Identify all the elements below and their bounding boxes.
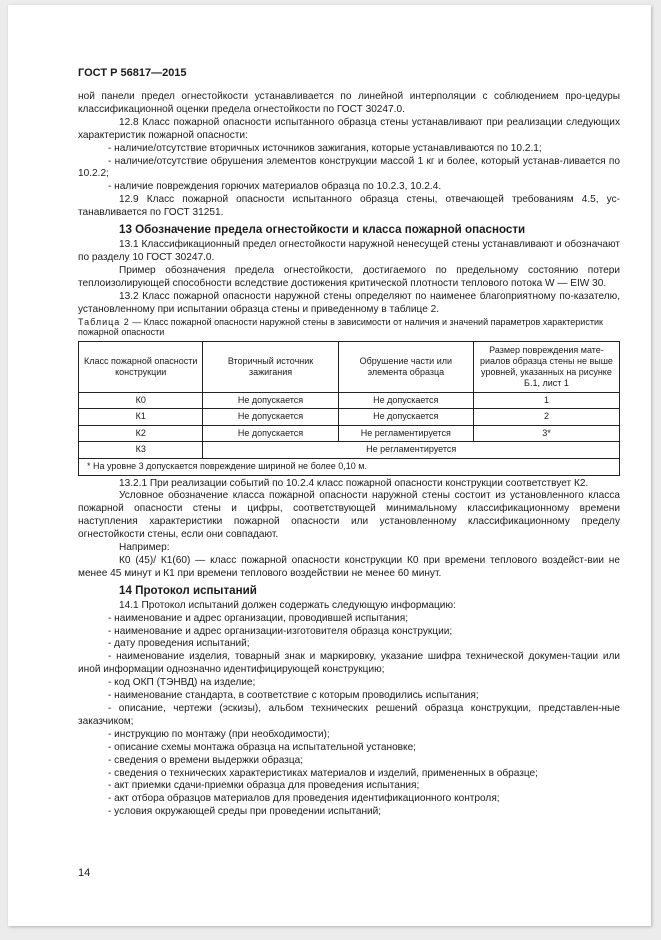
table-cell: К2 xyxy=(79,425,203,442)
paragraph: 13.2.1 При реализации событий по 10.2.4 класс пожарной опасности конструкции соответствует К2. xyxy=(119,477,589,489)
column-header-ignition-source: Вторичный источник зажигания xyxy=(203,341,338,392)
table-cell: 2 xyxy=(473,409,619,426)
column-header-collapse: Обрушение части или элемента образца xyxy=(338,341,473,392)
section-13-paragraphs xyxy=(78,239,620,316)
document-header: ГОСТ Р 56817—2015 xyxy=(78,67,187,79)
list-item: - условия окружающей среды при проведении испытаний; xyxy=(108,806,382,818)
table-cell-merged: Не регламентируется xyxy=(203,442,620,459)
list-item: - акт приемки сдачи-приемки образца для проведения испытания; xyxy=(108,780,420,792)
list-item: - сведения о технических характеристиках материалов и изделий, примененных в образце; xyxy=(108,767,538,779)
list-item: - акт отбора образцов материалов для проведения идентификационного контроля; xyxy=(108,793,500,805)
table-2-label: Таблица 2 xyxy=(78,316,130,327)
list-item: - наименование изделия, товарный знак и маркировку, указание шифра технической докумен-тации или иной информации однозначно идентифицирующей конструкцию; xyxy=(78,651,620,676)
list-item: - наименование и адрес организации-изготовителя образца конструкции; xyxy=(108,625,453,637)
document-body xyxy=(78,91,620,819)
table-row xyxy=(79,442,620,459)
table-footnote: * На уровне 3 допускается повреждение шириной не более 0,10 м. xyxy=(79,458,620,475)
heading-section-13: 13 Обозначение предела огнестойкости и класса пожарной опасности xyxy=(119,223,526,237)
table-cell: Не допускается xyxy=(338,392,473,409)
table-cell: К3 xyxy=(79,442,203,459)
table-cell: 3* xyxy=(473,425,619,442)
section-14-paragraphs xyxy=(78,600,620,819)
table-row xyxy=(79,425,620,442)
paragraph: 12.8 Класс пожарной опасности испытанного образца стены устанавливают при реализации следующих характеристик пожарной опасности: xyxy=(78,116,620,141)
list-item: - наименование стандарта, в соответствие с которым проводились испытания; xyxy=(108,690,479,702)
list-item: - дату проведения испытаний; xyxy=(108,638,250,650)
table-cell: 1 xyxy=(473,392,619,409)
table-row xyxy=(79,392,620,409)
paragraph: ной панели предел огнестойкости устанавливается по линейной интерполяции с соблюдением про-цедуры классификационной оценки предела огнестойкости по ГОСТ 30247.0. xyxy=(78,91,620,115)
table-cell: Не регламентируется xyxy=(338,425,473,442)
list-item: - наличие/отсутствие вторичных источников зажигания, которые устанавливаются по 10.2.1; xyxy=(108,142,542,154)
list-item: - инструкцию по монтажу (при необходимости); xyxy=(108,728,330,740)
table-cell: Не допускается xyxy=(203,425,338,442)
table-cell: Не допускается xyxy=(338,409,473,426)
page-number: 14 xyxy=(78,867,91,879)
paragraph: Пример обозначения предела огнестойкости, достигаемого по предельному состоянию потери теплоизолирующей способности вследствие достижения критической плотности теплового потока W — EIW 30. xyxy=(78,264,620,289)
paragraph: 13.1 Классификационный предел огнестойкости наружной ненесущей стены устанавливают и обозначают по разделу 10 ГОСТ 30247.0. xyxy=(78,239,620,263)
list-item: - сведения о времени выдержки образца; xyxy=(108,754,304,766)
section-13-continued xyxy=(78,478,620,581)
table-2-caption-text: — Класс пожарной опасности наружной стены в зависимости от наличия и значений параметров характеристик пожарной опасности xyxy=(78,316,603,337)
list-item: - описание схемы монтажа образца на испытательной установке; xyxy=(108,741,416,753)
document-page xyxy=(8,5,651,926)
paragraph: К0 (45)/ К1(60) — класс пожарной опасности конструкции К0 при времени теплового воздейст-вии не менее 45 минут и К1 при времени теплового воздействии не менее 60 минут. xyxy=(78,554,620,579)
list-item: - описание, чертежи (эскизы), альбом технических решений образца конструкции, представлен-ные заказчиком; xyxy=(78,703,620,727)
table-header-row xyxy=(79,341,620,392)
paragraph: Условное обозначение класса пожарной опасности наружной стены состоит из установленного класса пожарной опасности стены и цифры, соответствующей минимальному классификационному времени наступления характеристики пожарной опасности или установленному классификационному пределу огнестойкости стены, если они совпадают. xyxy=(78,490,620,541)
heading-section-14: 14 Протокол испытаний xyxy=(119,583,257,597)
list-item: - наличие повреждения горючих материалов образца по 10.2.3, 10.2.4. xyxy=(108,181,442,193)
paragraph: 14.1 Протокол испытаний должен содержать следующую информацию: xyxy=(119,599,456,611)
table-footnote-row xyxy=(79,458,620,475)
table-cell: К1 xyxy=(79,409,203,426)
paragraph: 13.2 Класс пожарной опасности наружной стены определяют по наименее благоприятному по-казателю, установленному при испытании образца стены и приведенному в таблице 2. xyxy=(78,290,620,315)
list-item: - код ОКП (ТЭНВД) на изделие; xyxy=(108,677,256,689)
table-cell: Не допускается xyxy=(203,392,338,409)
table-cell: К0 xyxy=(79,392,203,409)
list-item: - наличие/отсутствие обрушения элементов конструкции массой 1 кг и более, который устанав-ливается по 10.2.2; xyxy=(78,155,620,180)
table-cell: Не допускается xyxy=(203,409,338,426)
fire-hazard-class-table xyxy=(78,341,620,476)
table-2-caption xyxy=(78,317,620,338)
paragraph: 12.9 Класс пожарной опасности испытанного образца стены, отвечающей требованиям 4.5, ус-танавливается по ГОСТ 31251. xyxy=(78,194,620,219)
column-header-class: Класс пожарной опасности конструкции xyxy=(79,341,203,392)
list-item: - наименование и адрес организации, проводившей испытания; xyxy=(108,612,409,624)
paragraph: Например: xyxy=(119,542,170,554)
section-12-continuation xyxy=(78,91,620,220)
column-header-damage-size: Размер повреждения мате-риалов образца стены не выше уровней, указанных на рисунке Б.1, лист 1 xyxy=(473,341,619,392)
table-row xyxy=(79,409,620,426)
